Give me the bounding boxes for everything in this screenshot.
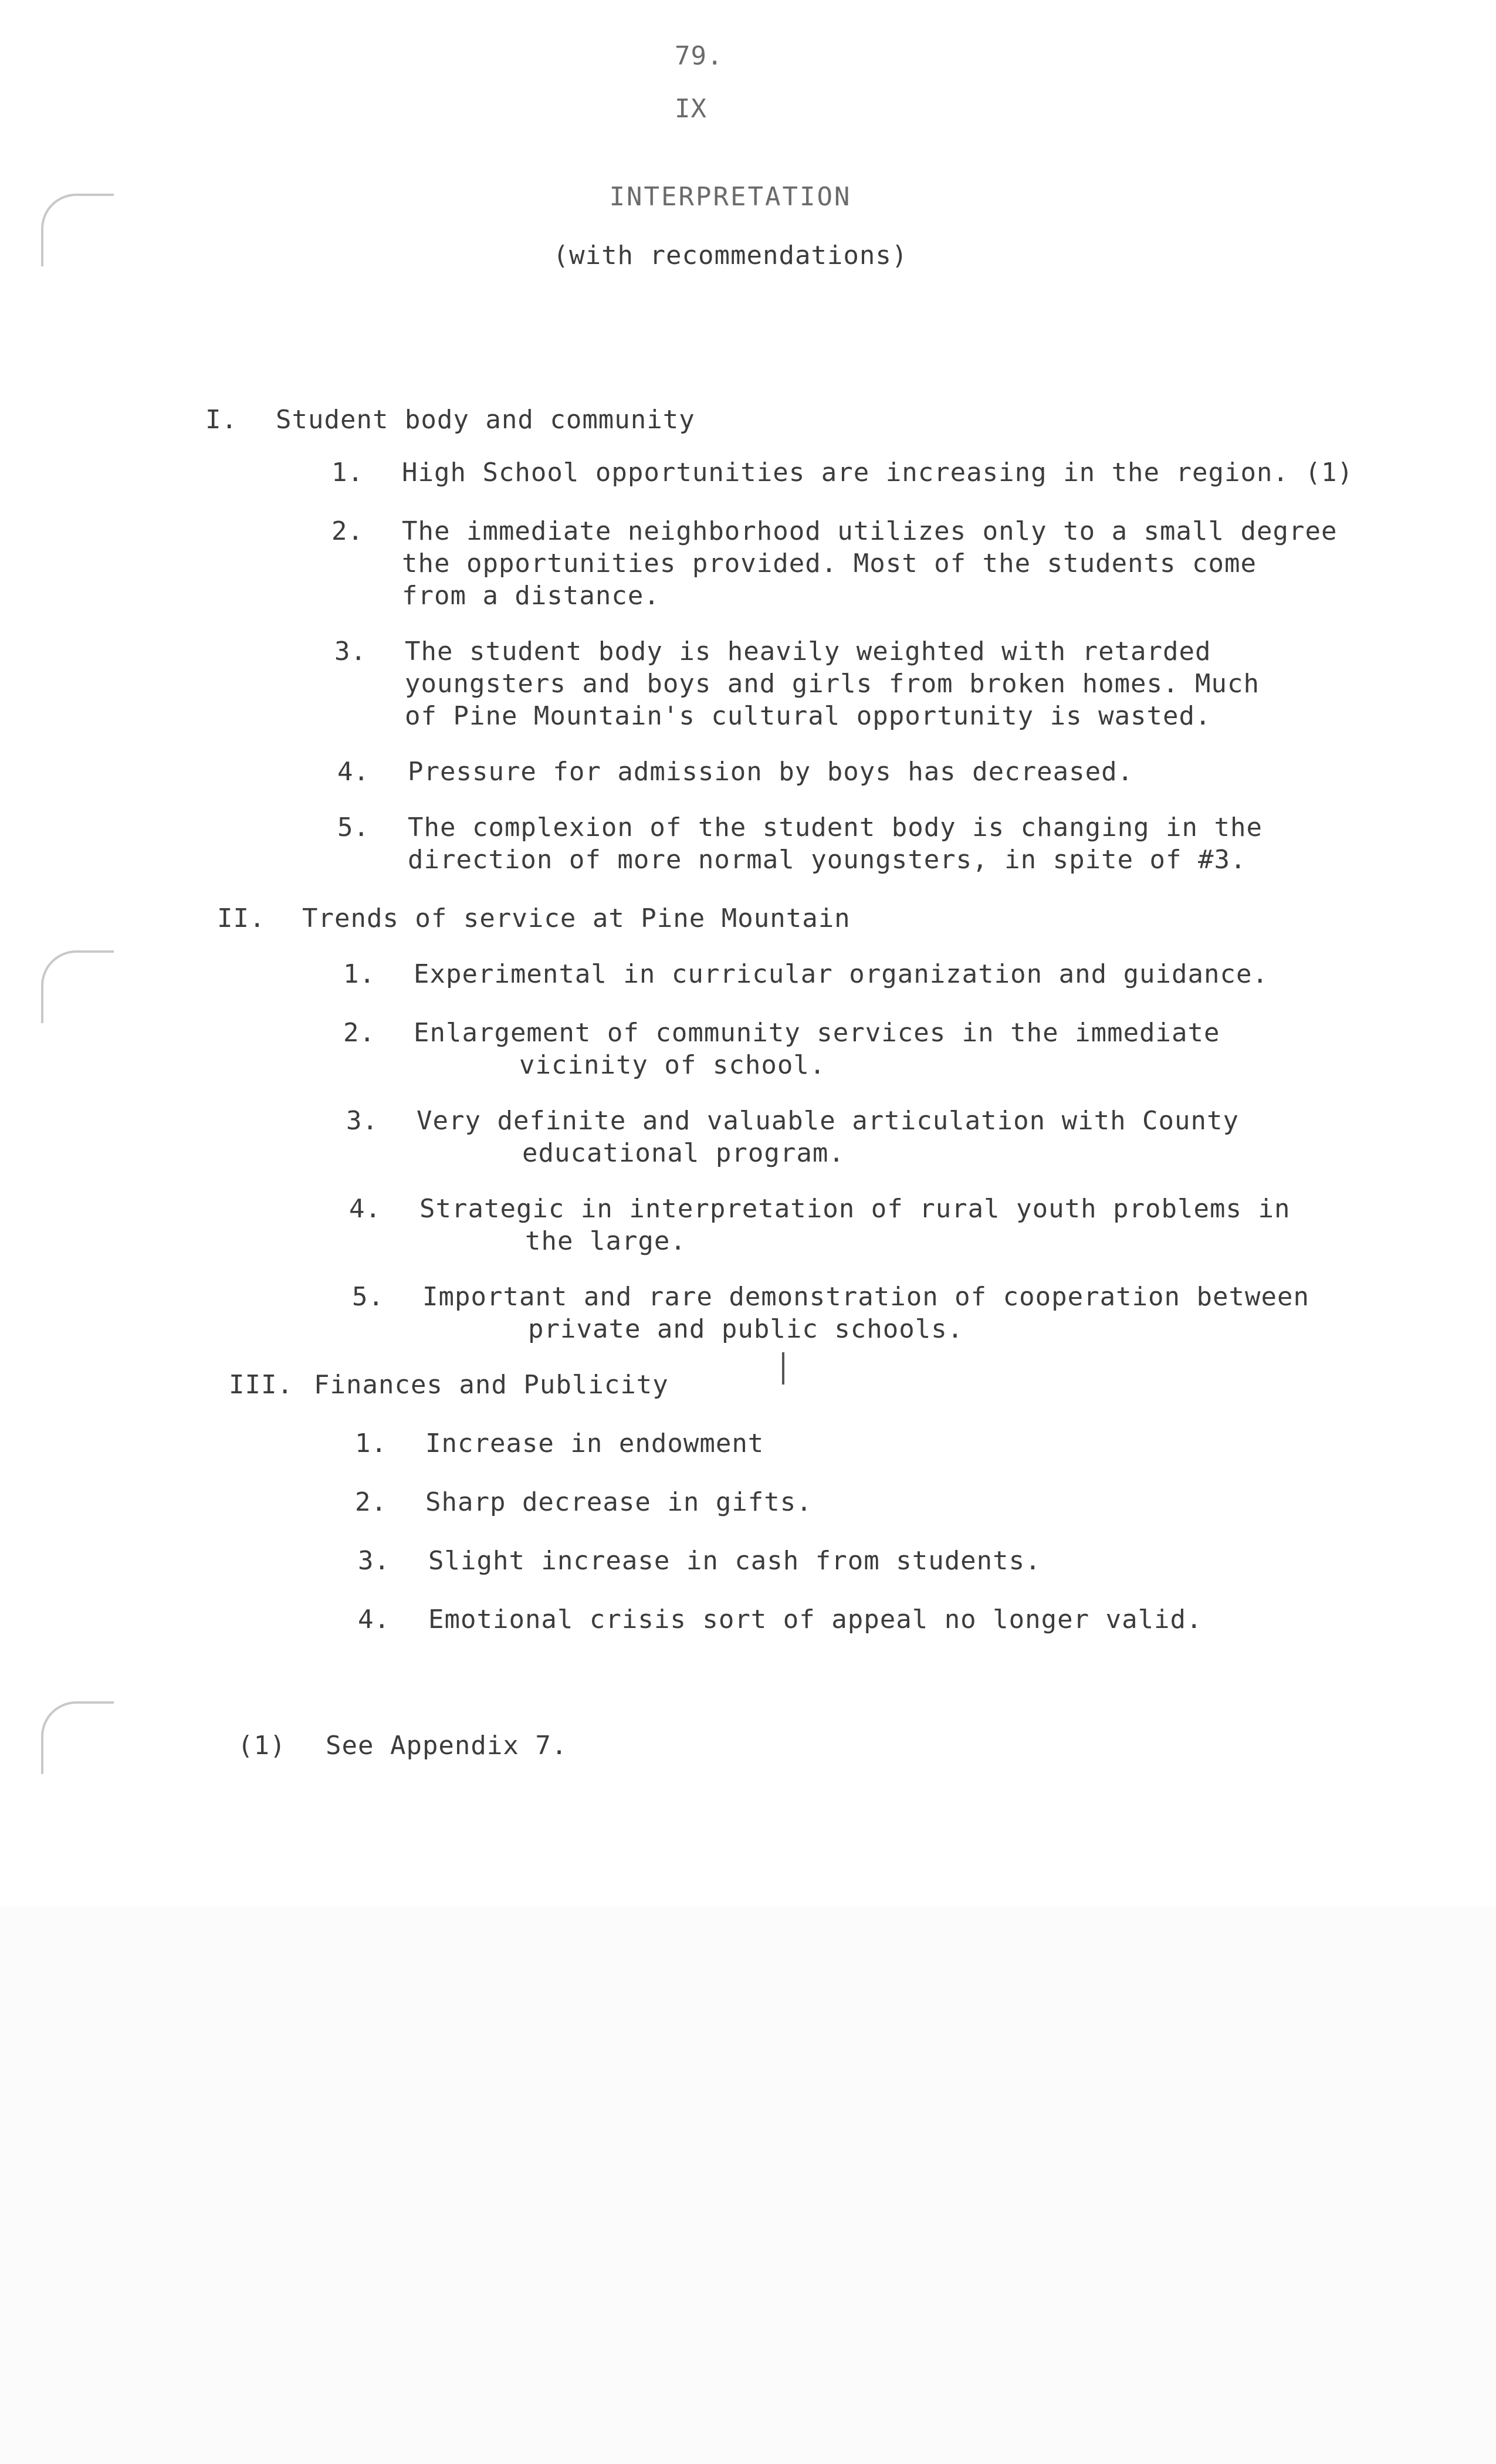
item-line: private and public schools. — [528, 1314, 964, 1344]
item-line: The student body is heavily weighted with retarded — [405, 637, 1211, 666]
item-line: Strategic in interpretation of rural youth problems in — [419, 1194, 1291, 1224]
item-number: 4. — [337, 757, 370, 787]
item-number: 5. — [337, 813, 370, 842]
item-line: Very definite and valuable articulation with County — [417, 1106, 1240, 1136]
item-number: 2. — [331, 516, 364, 546]
item-number: 5. — [352, 1282, 384, 1312]
item-line: Experimental in curricular organization and guidance. — [414, 959, 1268, 989]
item-line: Increase in endowment — [425, 1429, 764, 1458]
page-number: 79. — [675, 41, 723, 71]
section-numeral: I. — [205, 405, 238, 435]
item-number: 3. — [334, 637, 367, 666]
section-heading: Trends of service at Pine Mountain — [302, 903, 851, 933]
binder-hole-mark — [41, 1701, 114, 1774]
section-heading: Student body and community — [276, 405, 695, 435]
item-line: vicinity of school. — [519, 1050, 826, 1080]
item-line: youngsters and boys and girls from broken homes. Much — [405, 669, 1260, 699]
page-title: INTERPRETATION — [609, 182, 852, 212]
footnote-marker: (1) — [238, 1731, 286, 1761]
item-line: from a distance. — [402, 581, 660, 611]
item-number: 3. — [358, 1546, 390, 1576]
item-line: Emotional crisis sort of appeal no longer valid. — [428, 1605, 1203, 1634]
item-number: 2. — [343, 1018, 375, 1048]
item-line: of Pine Mountain's cultural opportunity is wasted. — [405, 701, 1211, 731]
item-line: Enlargement of community services in the immediate — [414, 1018, 1220, 1048]
item-number: 4. — [349, 1194, 381, 1224]
item-number: 1. — [355, 1429, 387, 1458]
item-line: direction of more normal youngsters, in spite of #3. — [408, 845, 1247, 875]
binder-hole-mark — [41, 950, 114, 1023]
item-line: Slight increase in cash from students. — [428, 1546, 1041, 1576]
section-numeral: II. — [217, 903, 266, 933]
item-line: The complexion of the student body is changing in the — [408, 813, 1263, 842]
section-heading: Finances and Publicity — [314, 1370, 669, 1400]
item-line: Sharp decrease in gifts. — [425, 1487, 813, 1517]
item-line: Pressure for admission by boys has decreased. — [408, 757, 1134, 787]
item-line: the large. — [525, 1226, 686, 1256]
item-number: 1. — [343, 959, 375, 989]
page-subtitle: (with recommendations) — [553, 241, 908, 270]
item-line: Important and rare demonstration of cooperation between — [422, 1282, 1309, 1312]
item-number: 4. — [358, 1605, 390, 1634]
footnote-text: See Appendix 7. — [326, 1731, 568, 1761]
item-number: 1. — [331, 458, 364, 488]
item-line: the opportunities provided. Most of the students come — [402, 549, 1257, 578]
item-number: 2. — [355, 1487, 387, 1517]
item-line: The immediate neighborhood utilizes only to a small degree — [402, 516, 1338, 546]
chapter-numeral: IX — [675, 94, 707, 124]
pencil-mark — [782, 1352, 784, 1385]
page-bottom-margin — [0, 1907, 1496, 2464]
section-numeral: III. — [229, 1370, 293, 1400]
item-line: educational program. — [522, 1138, 845, 1168]
item-line: High School opportunities are increasing in the region. (1) — [402, 458, 1353, 488]
item-number: 3. — [346, 1106, 378, 1136]
binder-hole-mark — [41, 194, 114, 266]
